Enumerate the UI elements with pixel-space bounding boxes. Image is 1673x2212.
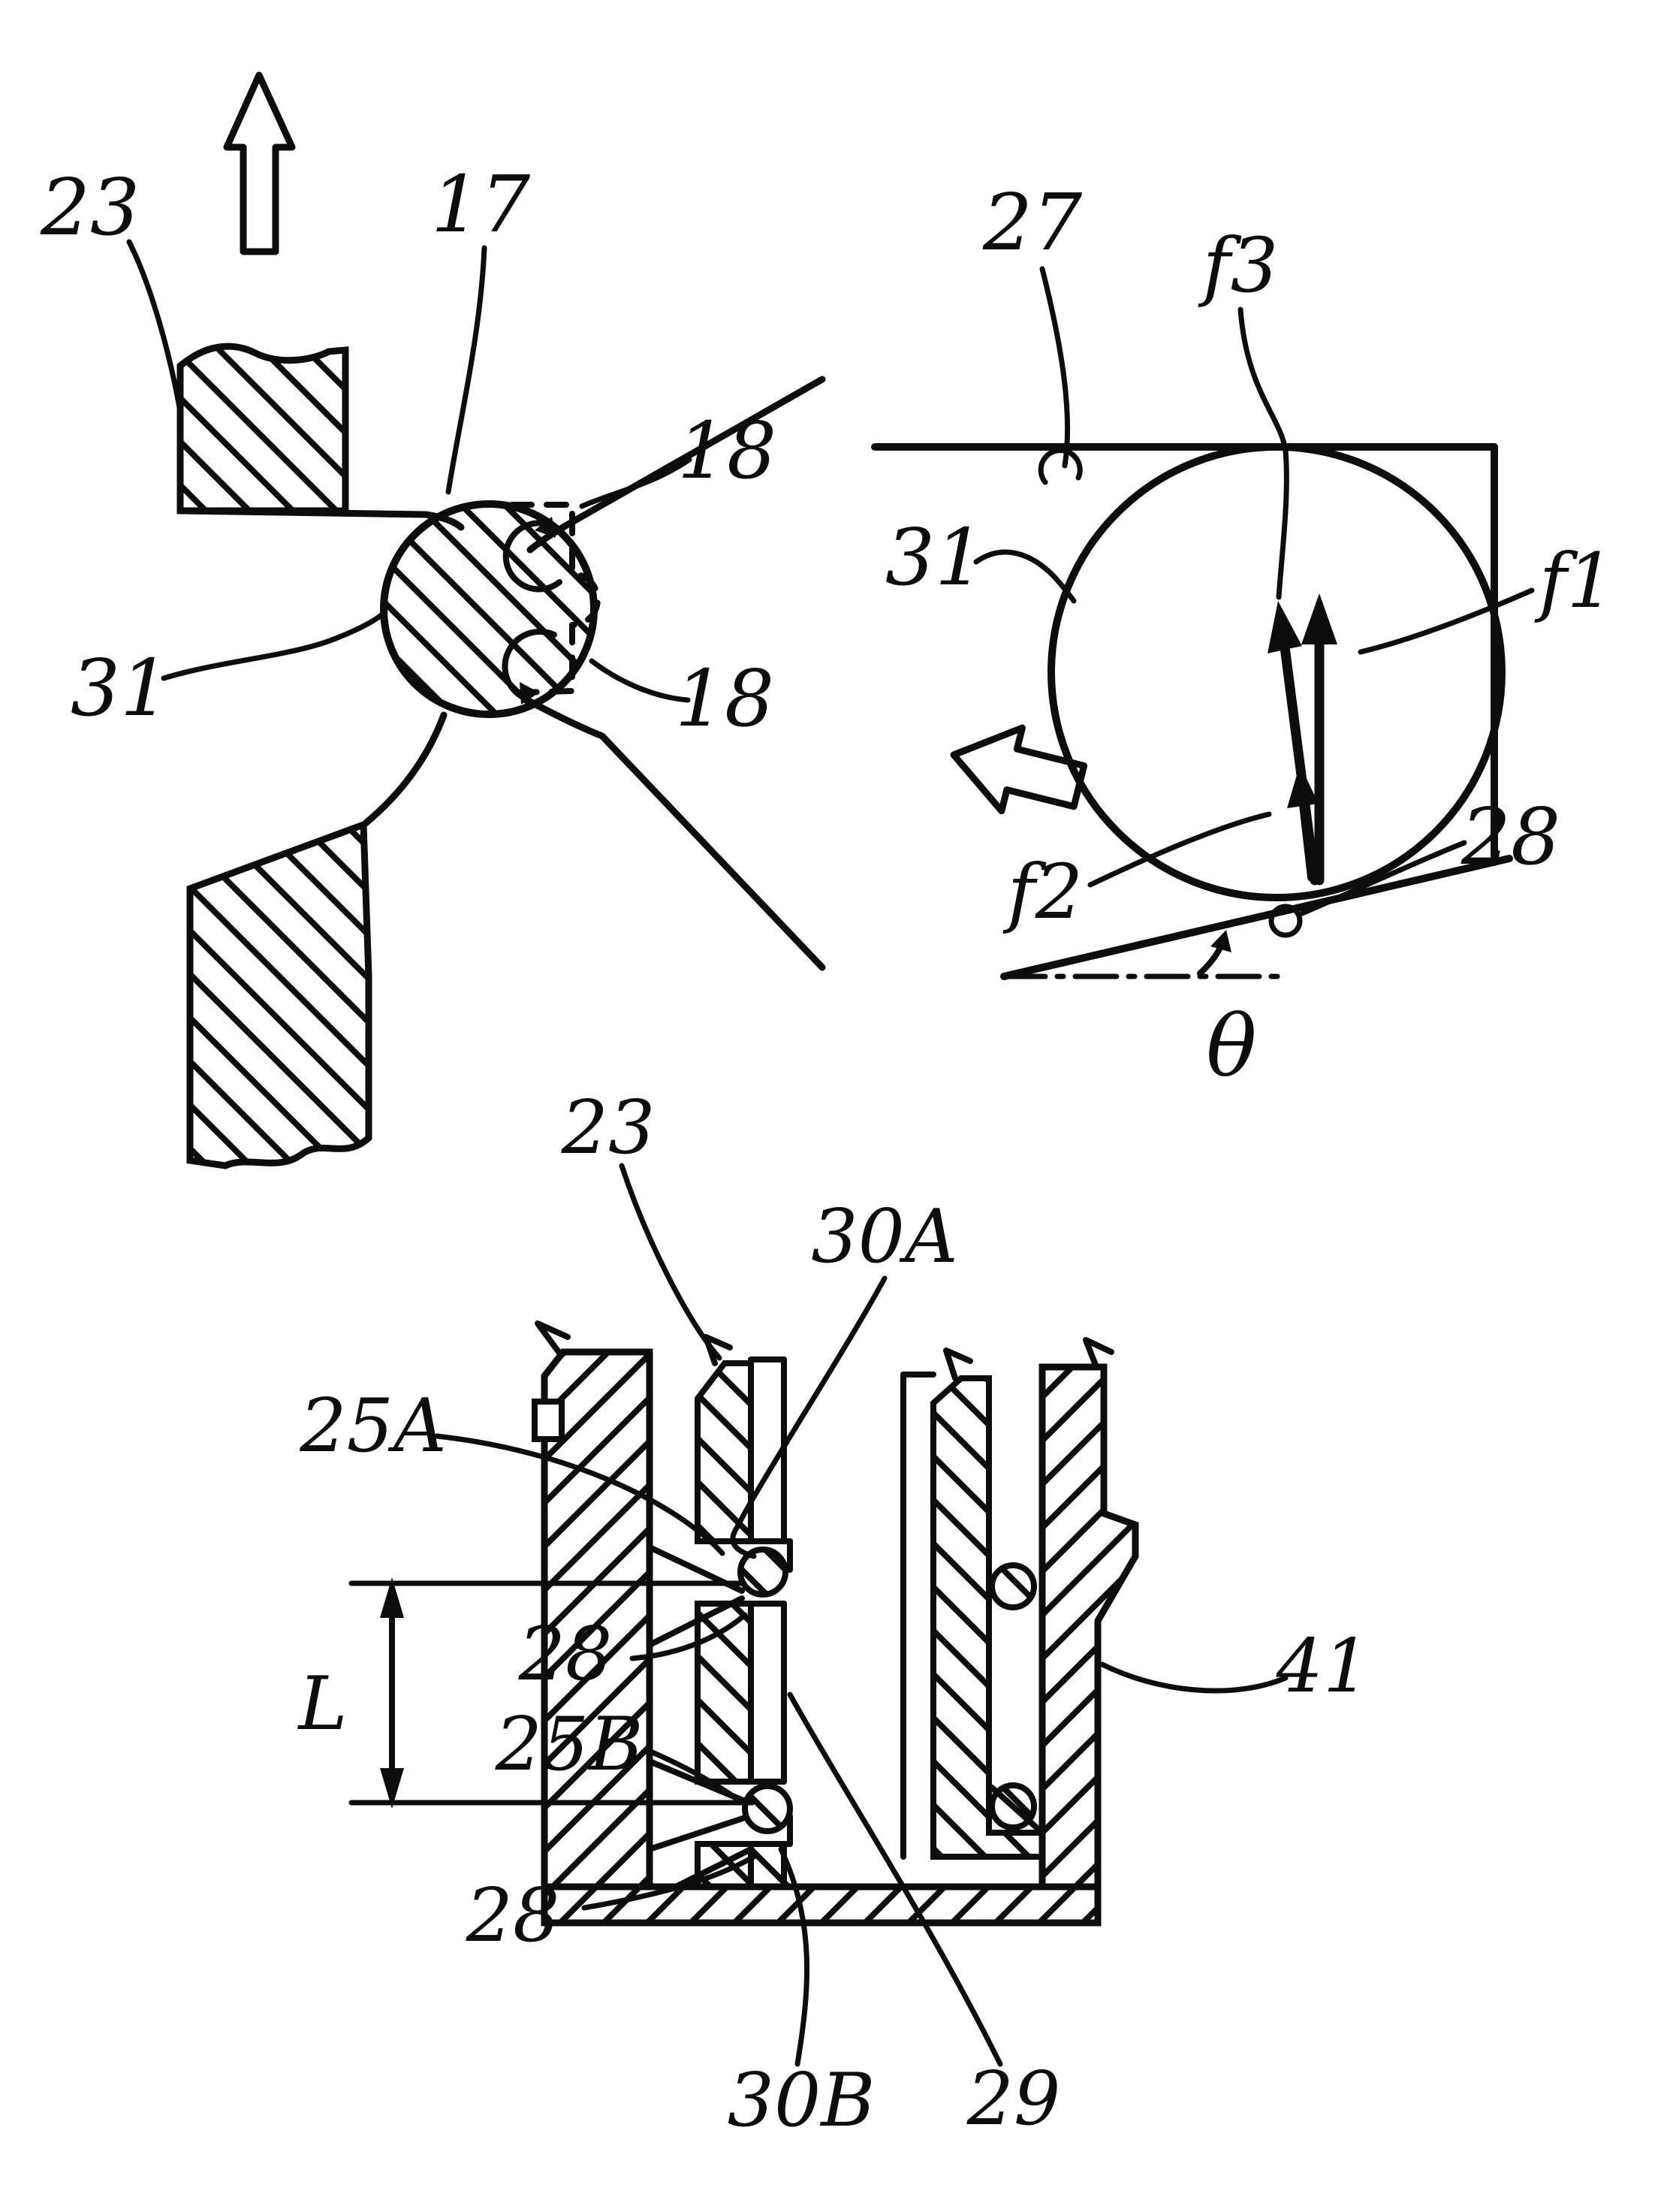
fig-c-coupling-section <box>297 1085 1370 2144</box>
leader-41 <box>1102 1664 1286 1691</box>
ref-label-30A: 30A <box>811 1194 958 1280</box>
ref-label-23: 23 <box>561 1085 656 1171</box>
leader-f3 <box>1240 309 1286 597</box>
leader-27 <box>1042 269 1068 466</box>
left-arrow-icon <box>943 714 1089 828</box>
socket-right-wall-41 <box>1042 1367 1135 1887</box>
ball-31 <box>1051 447 1502 898</box>
fig-b-force-diagram <box>875 177 1614 1096</box>
up-arrow-icon <box>227 75 292 252</box>
leader-31 <box>976 552 1074 601</box>
leader-27-hook <box>1041 451 1080 482</box>
ref-label-28: 28 <box>1460 791 1561 883</box>
leader-f1 <box>1361 590 1532 652</box>
ref-label-17: 17 <box>430 158 531 250</box>
upper-jaw-line <box>180 511 461 527</box>
ref-label-41: 41 <box>1276 1624 1370 1710</box>
detent-ball <box>384 504 594 714</box>
pawl-upper-arm <box>530 379 822 550</box>
leader-23 <box>129 242 180 412</box>
ref-label-f3: f3 <box>1202 222 1279 309</box>
leader-30A <box>733 1278 885 1556</box>
ref-label-28-lower: 28 <box>466 1873 560 1959</box>
ref-label-31: 31 <box>885 512 985 603</box>
fig-a-ball-and-pawl <box>40 75 822 1166</box>
force-arrow-f2 <box>1287 765 1319 877</box>
ref-label-28-upper: 28 <box>518 1612 613 1697</box>
ref-label-18-bottom: 18 <box>674 653 775 744</box>
ref-label-30B: 30B <box>727 2058 876 2144</box>
ref-label-29: 29 <box>966 2057 1061 2142</box>
ref-label-theta: θ <box>1206 998 1257 1096</box>
ref-label-31: 31 <box>70 642 170 734</box>
theta-arc-arrowhead <box>1210 930 1231 952</box>
lower-jaw-line <box>366 715 444 823</box>
ref-label-23: 23 <box>40 161 140 253</box>
leader-17 <box>448 248 484 492</box>
leader-23 <box>622 1166 719 1358</box>
ball-30B <box>745 1786 790 1831</box>
lower-sleeve-block <box>190 825 369 1166</box>
ref-label-25A: 25A <box>300 1384 447 1469</box>
ref-label-18-top: 18 <box>677 405 777 496</box>
leader-18-bottom <box>592 661 688 700</box>
upper-sleeve-block <box>180 346 345 511</box>
ref-label-f2: f2 <box>1007 848 1084 936</box>
leader-31 <box>164 612 385 678</box>
right-sleeve-strip <box>933 1378 1042 1857</box>
socket-floor <box>544 1887 1098 1923</box>
right-inner-pipe-wall <box>903 1375 933 1857</box>
ball-right-upper <box>992 1565 1034 1607</box>
ref-label-L: L <box>298 1661 348 1747</box>
outer-edge-notch <box>535 1402 562 1439</box>
ref-label-f1: f1 <box>1539 537 1615 625</box>
ref-label-25B: 25B <box>495 1702 644 1788</box>
ref-label-27: 27 <box>982 177 1083 268</box>
